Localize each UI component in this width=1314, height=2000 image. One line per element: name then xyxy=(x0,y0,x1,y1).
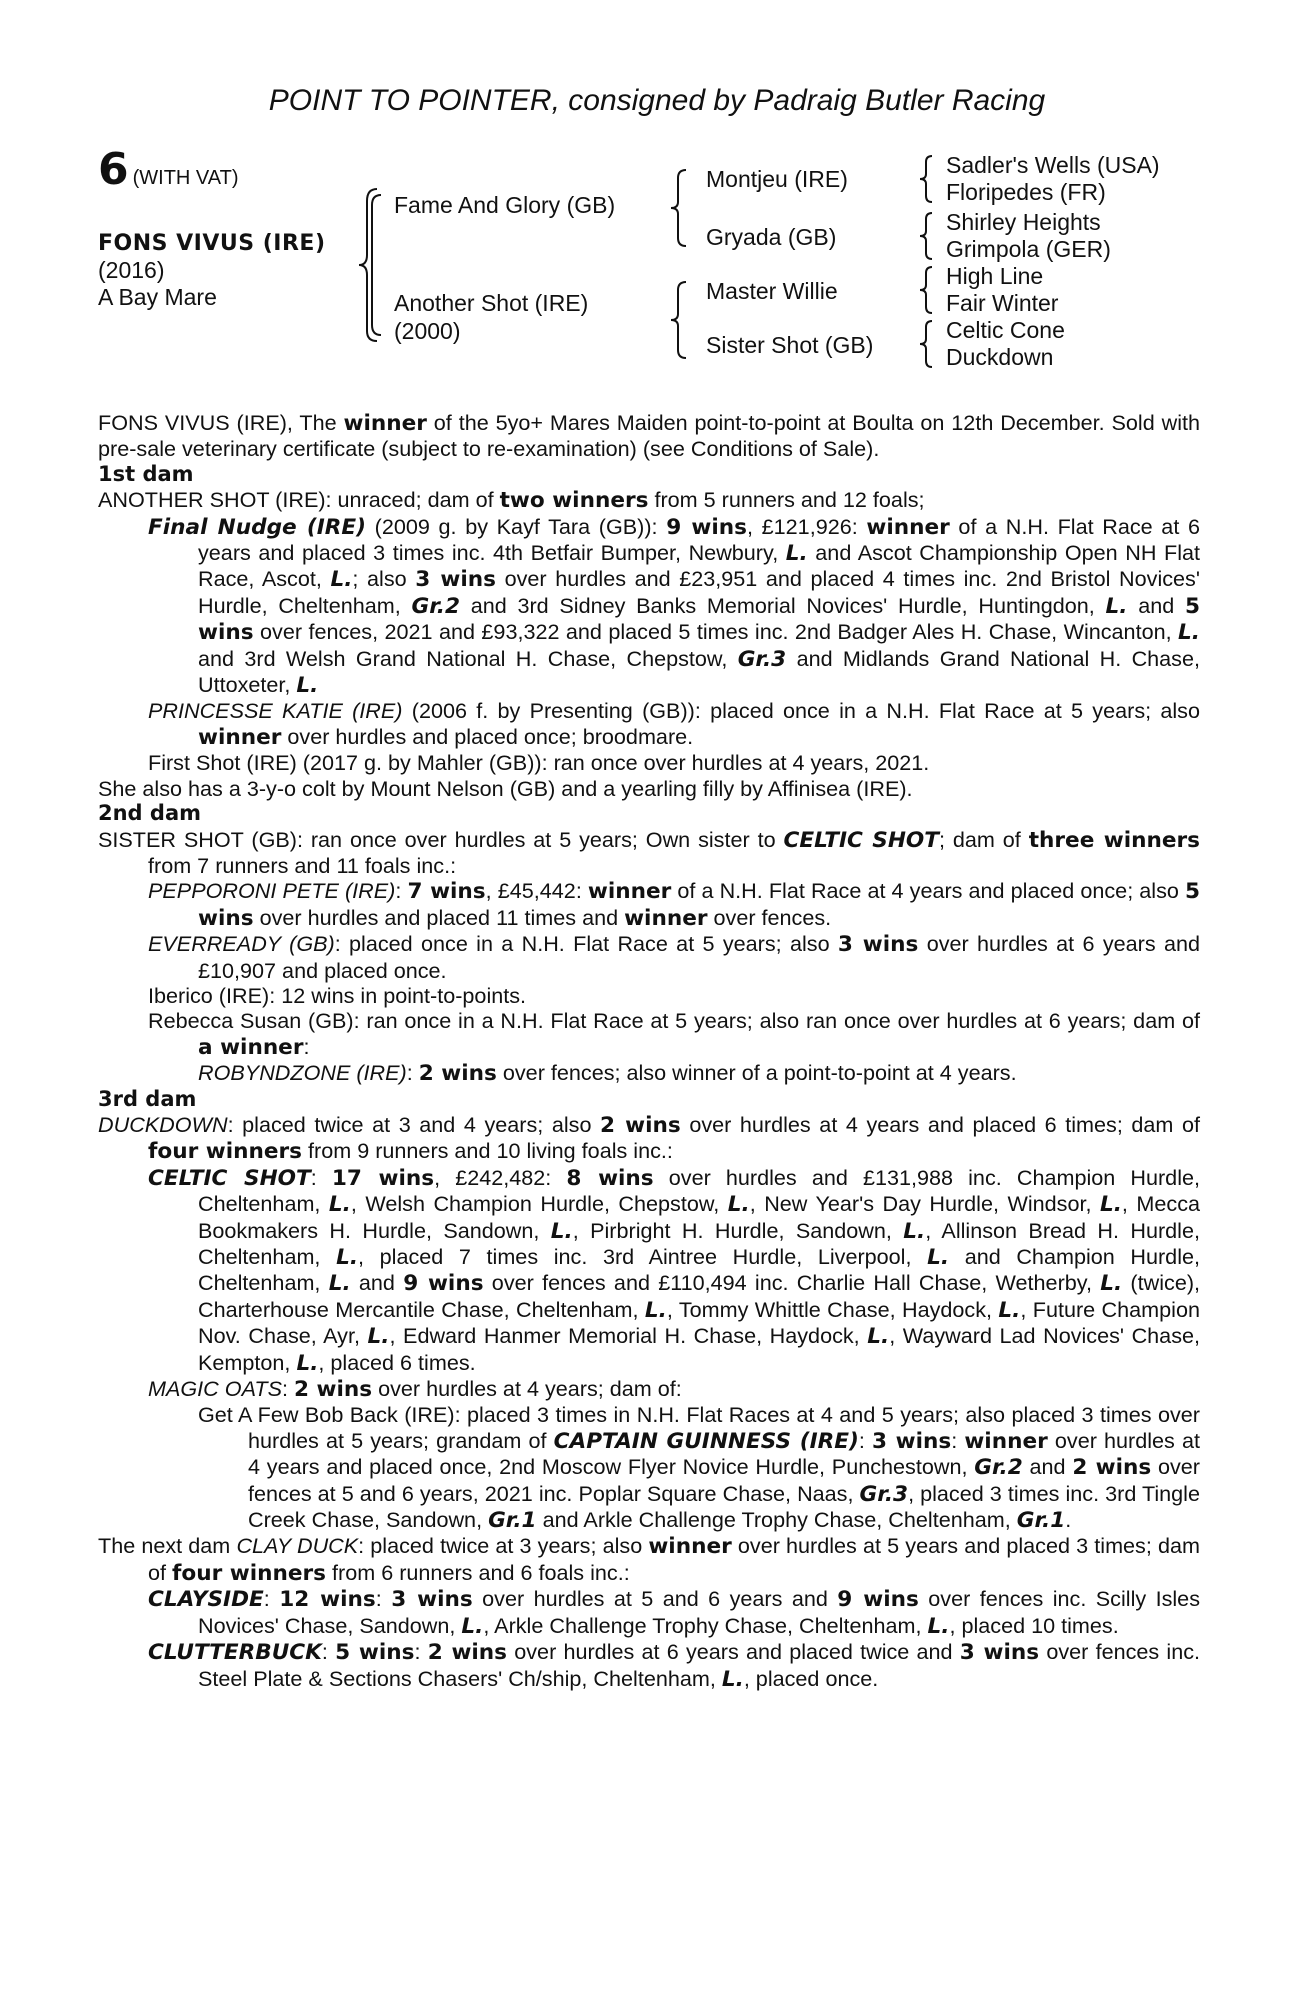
pedigree-brace-dam xyxy=(668,280,690,360)
progeny-iberico: Iberico (IRE): 12 wins in point-to-points. xyxy=(148,982,527,1008)
progeny-pepporoni-pete: PEPPORONI PETE (IRE): 7 wins, £45,442: winner of a N.H. Flat Race at 4 years and placed once; also 5 wins over hurdles and placed 11 times and winner over fences. xyxy=(148,878,1201,931)
progeny-princesse-katie: PRINCESSE KATIE (IRE) (2006 f. by Presenting (GB)): placed once in a N.H. Flat Race at 5 years; also winner over hurdles and placed once; broodmare. xyxy=(148,698,1200,750)
pedigree-dam-year: (2000) xyxy=(394,318,461,344)
pedigree-dam: Another Shot (IRE) xyxy=(394,290,589,316)
progeny-clayside: CLAYSIDE: 12 wins: 3 wins over hurdles at 5 and 6 years and 9 wins over fences inc. Scilly Isles Novices' Chase, Sandown, L., Arkle Challenge Trophy Chase, Cheltenham, L., placed 10 times. xyxy=(148,1586,1200,1639)
third-dam-line: DUCKDOWN: placed twice at 3 and 4 years; also 2 wins over hurdles at 4 years and placed 6 times; dam of four winners from 9 runners and 10 living foals inc.: xyxy=(98,1111,1201,1165)
next-dam-line: The next dam CLAY DUCK: placed twice at 3 years; also winner over hurdles at 5 years and placed 3 times; dam of four winners from 6 runners and 6 foals inc.: xyxy=(98,1533,1200,1586)
second-dam-heading: 2nd dam xyxy=(98,801,201,826)
first-dam-also: She also has a 3-y-o colt by Mount Nelson (GB) and a yearling filly by Affinisea (IRE). xyxy=(98,775,913,801)
intro-paragraph: FONS VIVUS (IRE), The winner of the 5yo+ Mares Maiden point-to-point at Boulta on 12th December. Sold with pre-sale veterinary certificate (subject to re-examination) (see Conditions of Sale). xyxy=(98,410,1201,462)
pedigree-g3-3: Shirley Heights xyxy=(946,209,1101,235)
horse-year: (2016) xyxy=(98,257,165,283)
progeny-first-shot: First Shot (IRE) (2017 g. by Mahler (GB)): ran once over hurdles at 4 years, 2021. xyxy=(148,750,930,776)
progeny-get-a-few-bob-back: Get A Few Bob Back (IRE): placed 3 times in N.H. Flat Races at 4 and 5 years; also placed 3 times over hurdles at 5 years; grandam of CAPTAIN GUINNESS (IRE): 3 wins: winner over hurdles at 4 years and placed once, 2nd Moscow Flyer Novice Hurdle, Punchestown, Gr.2 and 2 wins over fences at 5 and 6 years, 2021 inc. Poplar Square Chase, Naas, Gr.3, placed 3 times inc. 3rd Tingle Creek Chase, Sandown, Gr.1 and Arkle Challenge Trophy Chase, Cheltenham, Gr.1. xyxy=(198,1402,1200,1534)
progeny-everready: EVERREADY (GB): placed once in a N.H. Flat Race at 5 years; also 3 wins over hurdles at 6 years and £10,907 and placed once. xyxy=(148,931,1201,983)
pedigree-g3-5: High Line xyxy=(946,263,1044,289)
horse-info xyxy=(98,230,326,311)
catalogue-body xyxy=(98,410,1200,1692)
progeny-rebecca-susan: Rebecca Susan (GB): ran once in a N.H. Flat Race at 5 years; also ran once over hurdles at 6 years; dam of a winner: xyxy=(148,1008,1200,1060)
lot-number: 6 xyxy=(98,144,129,195)
pedigree-sire-sire: Montjeu (IRE) xyxy=(706,166,848,192)
pedigree-g3-7: Celtic Cone xyxy=(946,317,1065,343)
pedigree-g3-8: Duckdown xyxy=(946,344,1054,370)
pedigree-g3-2: Floripedes (FR) xyxy=(946,179,1106,205)
pedigree-sire: Fame And Glory (GB) xyxy=(394,192,616,218)
third-dam-heading: 3rd dam xyxy=(98,1086,197,1111)
page-title: POINT TO POINTER, consigned by Padraig Butler Racing xyxy=(268,84,1046,117)
lot-vat: (WITH VAT) xyxy=(132,167,239,189)
second-dam-line: SISTER SHOT (GB): ran once over hurdles at 5 years; Own sister to CELTIC SHOT; dam of three winners from 7 runners and 11 foals inc.: xyxy=(98,826,1200,878)
pedigree-g3-4: Grimpola (GER) xyxy=(946,236,1111,262)
horse-description: A Bay Mare xyxy=(98,284,217,310)
pedigree-brace-sire xyxy=(668,168,690,248)
progeny-clutterbuck: CLUTTERBUCK: 5 wins: 2 wins over hurdles at 6 years and placed twice and 3 wins over fences inc. Steel Plate & Sections Chasers' Ch/ship, Cheltenham, L., placed once. xyxy=(148,1639,1201,1692)
progeny-celtic-shot: CELTIC SHOT: 17 wins, £242,482: 8 wins over hurdles and £131,988 inc. Champion Hurdle, Cheltenham, L., Welsh Champion Hurdle, Chepstow, L., New Year's Day Hurdle, Windsor, L., Mecca Bookmakers H. Hurdle, Sandown, L., Pirbright H. Hurdle, Sandown, L., Allinson Bread H. Hurdle, Cheltenham, L., placed 7 times inc. 3rd Aintree Hurdle, Liverpool, L. and Champion Hurdle, Cheltenham, L. and 9 wins over fences and £110,494 inc. Charlie Hall Chase, Wetherby, L. (twice), Charterhouse Mercantile Chase, Cheltenham, L., Tommy Whittle Chase, Haydock, L., Future Champion Nov. Chase, Ayr, L., Edward Hanmer Memorial H. Chase, Haydock, L., Wayward Lad Novices' Chase, Kempton, L., placed 6 times. xyxy=(148,1164,1201,1376)
first-dam-line: ANOTHER SHOT (IRE): unraced; dam of two winners from 5 runners and 12 foals; xyxy=(98,487,925,514)
pedigree-sire-dam: Gryada (GB) xyxy=(706,224,837,250)
pedigree-brace-g1 xyxy=(918,154,936,204)
pedigree-dam-dam: Sister Shot (GB) xyxy=(706,332,874,358)
first-dam-heading: 1st dam xyxy=(98,461,194,486)
progeny-magic-oats: MAGIC OATS: 2 wins over hurdles at 4 years; dam of: xyxy=(148,1376,682,1403)
progeny-final-nudge: Final Nudge (IRE) (2009 g. by Kayf Tara (GB)): 9 wins, £121,926: winner of a N.H. Flat Race at 6 years and placed 3 times inc. 4th Betfair Bumper, Newbury, L. and Ascot Championship Open NH Flat Race, Ascot, L.; also 3 wins over hurdles and £23,951 and placed 4 times inc. 2nd Bristol Novices' Hurdle, Cheltenham, Gr.2 and 3rd Sidney Banks Memorial Novices' Hurdle, Huntingdon, L. and 5 wins over fences, 2021 and £93,322 and placed 5 times inc. 2nd Badger Ales H. Chase, Wincanton, L. and 3rd Welsh Grand National H. Chase, Chepstow, Gr.3 and Midlands Grand National H. Chase, Uttoxeter, L. xyxy=(148,513,1201,699)
pedigree-g3-6: Fair Winter xyxy=(946,290,1059,316)
pedigree-brace-main xyxy=(355,185,385,345)
lot-number-block xyxy=(98,144,239,195)
pedigree-brace-g4 xyxy=(918,319,936,369)
pedigree-dam-sire: Master Willie xyxy=(706,278,838,304)
progeny-robyndzone: ROBYNDZONE (IRE): 2 wins over fences; also winner of a point-to-point at 4 years. xyxy=(198,1060,1017,1087)
pedigree-brace-g3 xyxy=(918,265,936,315)
pedigree-brace-g2 xyxy=(918,211,936,261)
pedigree-g3-1: Sadler's Wells (USA) xyxy=(946,152,1160,178)
horse-name: FONS VIVUS (IRE) xyxy=(98,231,326,256)
